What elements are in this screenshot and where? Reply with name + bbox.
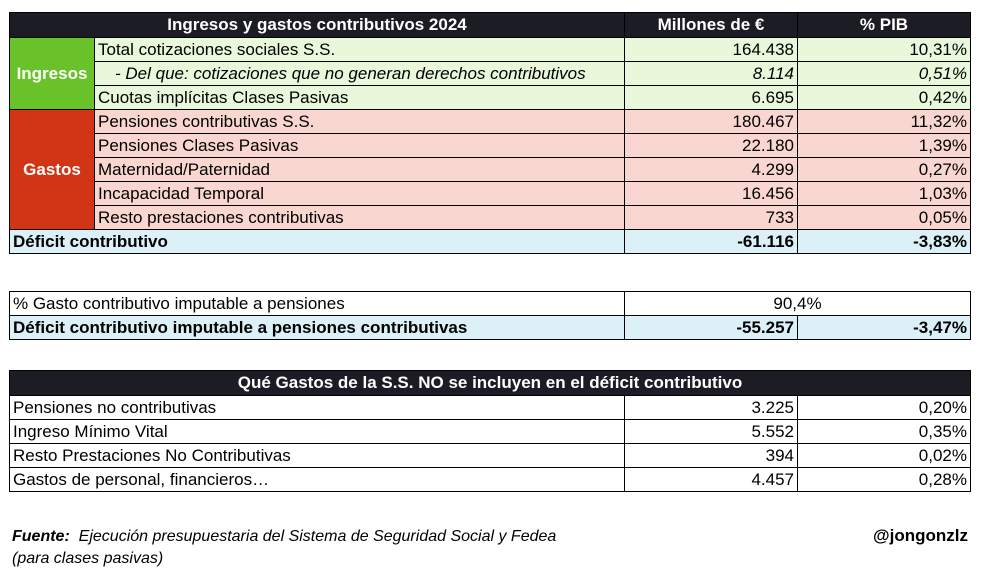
source-note (12, 526, 556, 570)
table-row (10, 396, 971, 420)
deficit-millions: -61.116 (625, 230, 798, 254)
row-pib: 10,31% (798, 38, 971, 62)
row-label: Gastos de personal, financieros… (10, 468, 625, 492)
row-label: Pensiones no contributivas (10, 396, 625, 420)
source-text: Ejecución presupuestaria del Sistema de Seguridad Social y Fedea (78, 528, 557, 545)
table-row (10, 206, 971, 230)
row-millions: 16.456 (625, 182, 798, 206)
deficit-label: Déficit contributivo (10, 230, 625, 254)
pension-deficit-table (9, 291, 971, 340)
row-pib: 0,05% (798, 206, 971, 230)
row-label: - Del que: cotizaciones que no generan derechos contributivos (95, 62, 625, 86)
row-pib: 0,27% (798, 158, 971, 182)
table-row (10, 134, 971, 158)
income-expense-table (9, 12, 971, 254)
table-title: Ingresos y gastos contributivos 2024 (10, 13, 625, 38)
table-row (10, 158, 971, 182)
row-millions: 164.438 (625, 38, 798, 62)
pension-share-row (10, 292, 971, 316)
row-label: Incapacidad Temporal (95, 182, 625, 206)
table-row (10, 86, 971, 110)
row-millions: 8.114 (625, 62, 798, 86)
author-handle: @jongonzlz (873, 526, 968, 545)
pension-deficit-millions: -55.257 (625, 316, 798, 340)
row-label: Ingreso Mínimo Vital (10, 420, 625, 444)
row-label: Resto prestaciones contributivas (95, 206, 625, 230)
row-pib: 0,20% (798, 396, 971, 420)
row-millions: 3.225 (625, 396, 798, 420)
row-millions: 6.695 (625, 86, 798, 110)
deficit-row (10, 230, 971, 254)
category-gastos: Gastos (10, 110, 95, 230)
row-millions: 733 (625, 206, 798, 230)
table-row (10, 444, 971, 468)
row-millions: 22.180 (625, 134, 798, 158)
row-pib: 0,35% (798, 420, 971, 444)
row-pib: 11,32% (798, 110, 971, 134)
row-millions: 180.467 (625, 110, 798, 134)
row-label: Total cotizaciones sociales S.S. (95, 38, 625, 62)
row-label: Maternidad/Paternidad (95, 158, 625, 182)
row-pib: 1,03% (798, 182, 971, 206)
source-text-2: (para clases pasivas) (12, 550, 164, 567)
row-millions: 5.552 (625, 420, 798, 444)
row-label: Pensiones Clases Pasivas (95, 134, 625, 158)
category-ingresos: Ingresos (10, 38, 95, 110)
excluded-expenses-table (9, 370, 971, 492)
pension-deficit-row (10, 316, 971, 340)
source-label: Fuente: (12, 528, 70, 545)
pension-share-value: 90,4% (625, 292, 971, 316)
row-pib: 0,51% (798, 62, 971, 86)
col-header-pib: % PIB (798, 13, 971, 38)
table-row (10, 110, 971, 134)
row-millions: 4.299 (625, 158, 798, 182)
table-header (10, 13, 971, 38)
table-row (10, 38, 971, 62)
row-pib: 1,39% (798, 134, 971, 158)
table-row (10, 420, 971, 444)
pension-deficit-pib: -3,47% (798, 316, 971, 340)
table-row (10, 182, 971, 206)
table-row (10, 468, 971, 492)
row-pib: 0,02% (798, 444, 971, 468)
row-pib: 0,42% (798, 86, 971, 110)
row-pib: 0,28% (798, 468, 971, 492)
excluded-header (10, 371, 971, 396)
col-header-millions: Millones de € (625, 13, 798, 38)
row-label: Pensiones contributivas S.S. (95, 110, 625, 134)
pension-deficit-label: Déficit contributivo imputable a pensiones contributivas (10, 316, 625, 340)
deficit-pib: -3,83% (798, 230, 971, 254)
row-millions: 394 (625, 444, 798, 468)
row-millions: 4.457 (625, 468, 798, 492)
row-label: Resto Prestaciones No Contributivas (10, 444, 625, 468)
row-label: Cuotas implícitas Clases Pasivas (95, 86, 625, 110)
excluded-title: Qué Gastos de la S.S. NO se incluyen en el déficit contributivo (10, 371, 971, 396)
table-row (10, 62, 971, 86)
pension-share-label: % Gasto contributivo imputable a pensiones (10, 292, 625, 316)
